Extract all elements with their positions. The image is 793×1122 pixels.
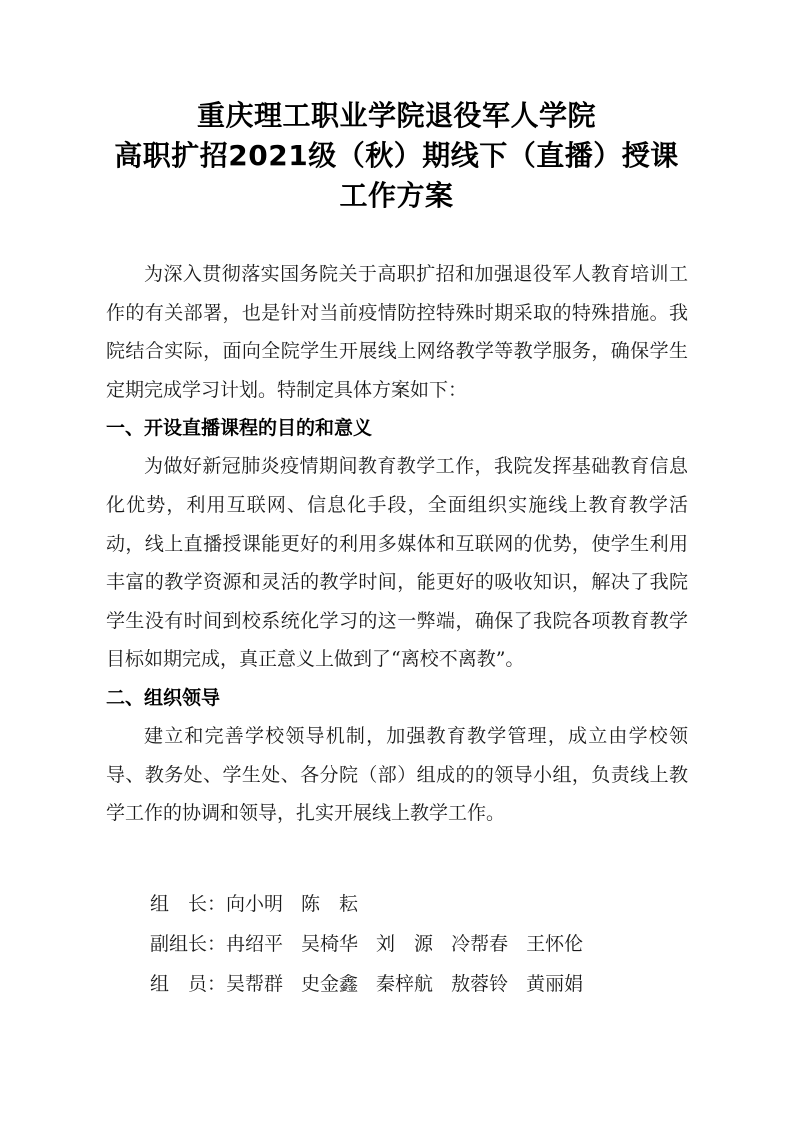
- roster-name: 王怀伦: [526, 933, 584, 955]
- roster-name: 冷帮春: [451, 933, 509, 955]
- roster-name: 刘 源: [376, 933, 434, 955]
- title-line-2: 高职扩招2021级（秋）期线下（直播）授课: [114, 139, 679, 172]
- section-heading-purpose: 一、开设直播课程的目的和意义: [106, 417, 373, 440]
- roster-role: 组 员：: [150, 973, 227, 995]
- title-line-3: 工作方案: [339, 179, 454, 212]
- title-line-1: 重庆理工职业学院退役军人学院: [196, 99, 596, 132]
- roster-row-member: [150, 964, 710, 1004]
- roster-name: 吴椅华: [301, 933, 359, 955]
- roster-names: [226, 964, 583, 1004]
- document-body: [106, 255, 688, 833]
- section-paragraph-organization: 建立和完善学校领导机制，加强教育教学管理，成立由学校领导、教务处、学生处、各分院（部）组成的的领导小组，负责线上教学工作的协调和领导，扎实开展线上教学工作。: [106, 724, 688, 825]
- roster-row-deputy: [150, 924, 710, 964]
- roster-names: [226, 884, 358, 924]
- roster-name: 吴帮群: [226, 973, 284, 995]
- section-paragraph-purpose: 为做好新冠肺炎疫情期间教育教学工作，我院发挥基础教育信息化优势，利用互联网、信息化手段，全面组织实施线上教育教学活动，线上直播授课能更好的利用多媒体和互联网的优势，使学生利用丰富的教学资源和灵活的教学时间，能更好的吸收知识，解决了我院学生没有时间到校系统化学习的这一弊端，确保了我院各项教育教学目标如期完成，真正意义上做到了“离校不离教”。: [106, 455, 688, 671]
- roster-names: [226, 924, 583, 964]
- roster-name: 敖蓉铃: [451, 973, 509, 995]
- roster-row-leader: [150, 884, 710, 924]
- roster-name: 秦梓航: [376, 973, 434, 995]
- roster-name: 史金鑫: [301, 973, 359, 995]
- roster-role: 组 长：: [150, 893, 227, 915]
- leadership-roster: [150, 884, 710, 1004]
- roster-role: 副组长：: [150, 933, 227, 955]
- roster-name: 向小明: [226, 893, 284, 915]
- roster-name: 冉绍平: [226, 933, 284, 955]
- document-title: [60, 96, 733, 216]
- intro-paragraph: 为深入贯彻落实国务院关于高职扩招和加强退役军人教育培训工作的有关部署，也是针对当前疫情防控特殊时期采取的特殊措施。我院结合实际，面向全院学生开展线上网络教学等教学服务，确保学生定期完成学习计划。特制定具体方案如下：: [106, 263, 688, 401]
- roster-name: 黄丽娟: [526, 973, 584, 995]
- section-heading-organization: 二、组织领导: [106, 686, 221, 709]
- roster-name: 陈 耘: [301, 893, 359, 915]
